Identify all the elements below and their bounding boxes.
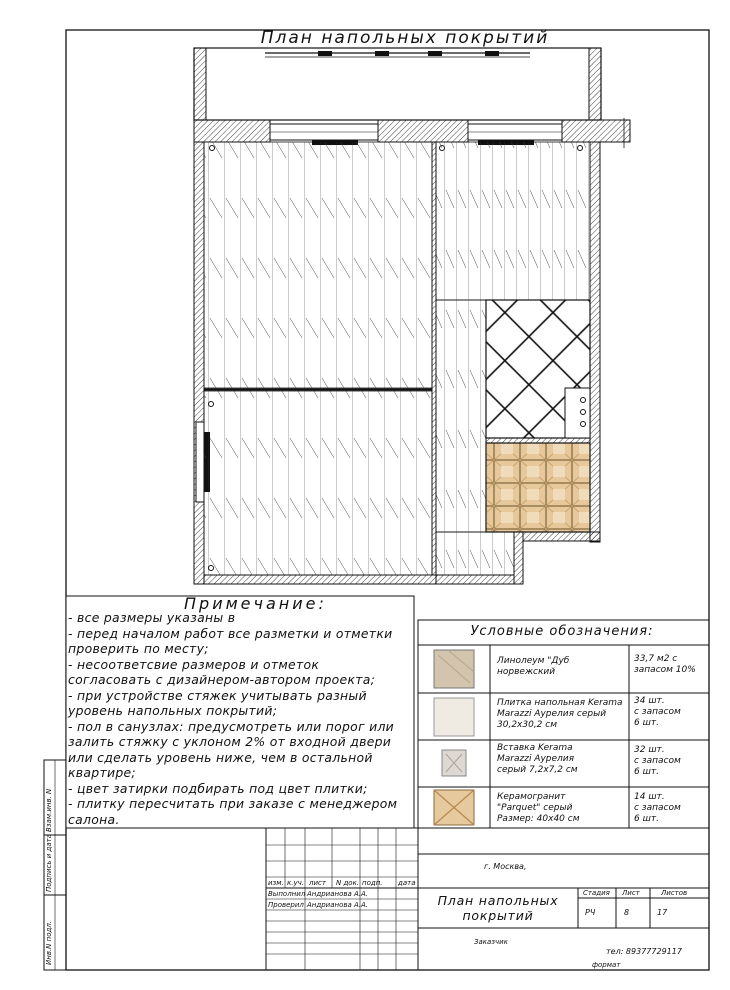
tb-sheet: 8 (624, 908, 630, 917)
corridor-floor (436, 300, 486, 532)
note-line: квартире; (68, 765, 136, 780)
bottom-wall (204, 575, 436, 584)
right-wall (590, 142, 600, 542)
note-line: проверить по месту; (68, 641, 209, 656)
legend-item-qty: 14 шт. с запасом 6 шт. (634, 792, 681, 824)
tb-sheets-label: Листов (661, 889, 688, 897)
plan-title: План напольных покрытий (260, 28, 550, 48)
note-line: залить стяжку с уклоном 2% от входной двери (68, 734, 392, 749)
note-line: - пол в санузлах: предусмотреть или порог или (68, 719, 395, 734)
tb-name: Андрианова А.А. (307, 901, 369, 909)
hall-floor (436, 532, 514, 575)
note-line: уровень напольных покрытий; (68, 703, 278, 718)
balcony (194, 48, 601, 120)
legend-item-name: Плитка напольная Kerama Marazzi Аурелия серый 30,2х30,2 см (497, 698, 623, 730)
tb-header-ndoc: N док. (336, 879, 360, 887)
tb-format-label: формат (592, 961, 621, 969)
legend-item-qty: 34 шт. с запасом 6 шт. (634, 696, 681, 728)
tb-stage-label: Стадия (583, 889, 610, 897)
legend-item-name: Вставка Kerama Marazzi Аурелия серый 7,2х7,2 см (497, 743, 578, 775)
tb-name: Андрианова А.А. (307, 890, 369, 898)
note-line: - все размеры указаны в (68, 610, 236, 625)
legend-item-qty: 33,7 м2 с запасом 10% (634, 654, 696, 675)
tb-customer-label: Заказчик (474, 938, 508, 946)
legend-item-qty: 32 шт. с запасом 6 шт. (634, 745, 681, 777)
tb-role: Проверил (268, 901, 304, 909)
left-wall (194, 142, 204, 584)
swatch-tile (434, 698, 474, 736)
note-line: или сделать уровень ниже, чем в остальной (68, 750, 373, 765)
tb-header-podp: подп. (362, 879, 383, 887)
room-1-floor (204, 142, 432, 388)
legend-item-name: Линолеум "Дуб норвежский (497, 656, 570, 677)
notes-title: Примечание: (184, 594, 327, 613)
note-line: - при устройстве стяжек учитывать разный (68, 688, 367, 703)
tb-header-izm: изм. (268, 879, 284, 887)
room-2-floor (204, 391, 432, 575)
side-stamp-label: Подпись и дата (45, 834, 53, 892)
note-line: - плитку пересчитать при заказе с менеджером (68, 796, 398, 811)
tb-stage: РЧ (585, 908, 596, 917)
tb-role: Выполнил (268, 890, 306, 898)
side-stamp-label: Инв.N подл. (45, 920, 53, 965)
room-3-floor (436, 142, 590, 300)
tb-header-list: лист (309, 879, 326, 887)
note-line: - перед началом работ все разметки и отметки (68, 626, 393, 641)
note-line: салона. (68, 812, 120, 827)
tb-header-data: дата (398, 879, 416, 887)
notes-block (66, 596, 414, 828)
tb-city: г. Москва, (484, 862, 527, 871)
bath-fixture (565, 388, 590, 438)
note-line: согласовать с дизайнером-автором проекта; (68, 672, 376, 687)
legend-item-name: Керамогранит "Parquet" серый Размер: 40х40 см (497, 792, 580, 824)
tb-sheets: 17 (657, 908, 668, 917)
parquet-floor (486, 443, 590, 532)
side-stamp-label: Взам.инв. N (45, 788, 53, 832)
tb-sheet-label: Лист (622, 889, 640, 897)
note-line: - цвет затирки подбирать под цвет плитки; (68, 781, 368, 796)
tb-phone: тел: 89377729117 (606, 947, 682, 956)
tb-sheet-title: План напольных покрытий (437, 893, 559, 923)
legend-title: Условные обозначения: (470, 624, 654, 639)
left-window (196, 422, 204, 502)
note-line: - несоответсвие размеров и отметок (68, 657, 320, 672)
tb-header-kuch: к.уч. (287, 879, 304, 887)
